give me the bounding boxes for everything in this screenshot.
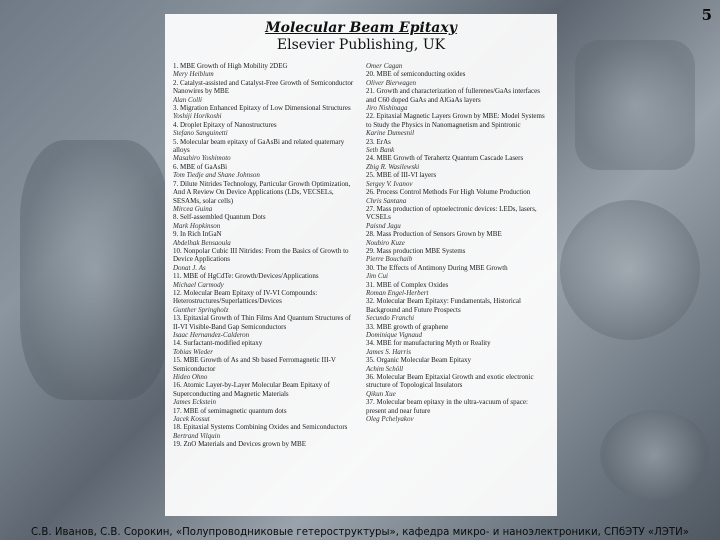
chapter-author: Masahiro Yoshimoto xyxy=(173,154,231,163)
chapter-title: 29. Mass production MBE Systems xyxy=(366,246,466,255)
chapter-author: Alan Colli xyxy=(173,95,202,104)
contents-entry xyxy=(366,247,549,264)
chapter-title: 14. Surfactant-modified epitaxy xyxy=(173,339,263,348)
chapter-title: 16. Atomic Layer-by-Layer Molecular Beam Epitaxy of Superconducting and Magnetic Materials xyxy=(173,381,330,398)
chapter-author: Achim Schöll xyxy=(366,364,404,373)
chapter-title: 26. Process Control Methods For High Volume Production xyxy=(366,188,531,197)
document-page xyxy=(165,14,557,516)
chapter-title: 34. MBE for manufacturing Myth or Reality xyxy=(366,339,491,348)
chapter-title: 31. MBE of Complex Oxides xyxy=(366,280,449,289)
chapter-title: 15. MBE Growth of As and Sb based Ferromagnetic III-V Semiconductor xyxy=(173,356,336,373)
document-title: Molecular Beam Epitaxy xyxy=(265,20,457,36)
contents-entry xyxy=(366,62,549,70)
chapter-author: Dominique Vignaud xyxy=(366,331,423,339)
chapter-author: Qikun Xue xyxy=(366,389,396,398)
contents-columns xyxy=(173,62,549,449)
contents-entry xyxy=(173,314,356,339)
chapter-title: 24. MBE Growth of Terahertz Quantum Cascade Lasers xyxy=(366,154,524,163)
contents-entry xyxy=(173,289,356,314)
slide-footer: С.В. Иванов, С.В. Сорокин, «Полупроводниковые гетероструктуры», кафедра микро- и наноэлектроники, СПбЭТУ «ЛЭТИ» xyxy=(31,527,689,538)
chapter-author: Roman Engel-Herbert xyxy=(366,288,429,297)
contents-entry xyxy=(173,180,356,214)
chapter-title: 20. MBE of semiconducting oxides xyxy=(366,70,466,79)
contents-entry xyxy=(366,264,549,281)
chapter-title: 35. Organic Molecular Beam Epitaxy xyxy=(366,356,472,365)
document-subtitle: Elsevier Publishing, UK xyxy=(276,37,446,53)
contents-entry xyxy=(173,407,356,424)
contents-entry xyxy=(173,79,356,104)
chapter-author: Mery Heiblum xyxy=(173,70,214,79)
chapter-author: Sergey V. Ivanov xyxy=(366,179,413,188)
contents-entry xyxy=(366,281,549,298)
contents-entry xyxy=(366,154,549,171)
chapter-author: Omer Cagan xyxy=(366,62,403,70)
chapter-author: Stefano Sanguinetti xyxy=(173,129,228,138)
background-equipment xyxy=(560,200,700,340)
background-equipment xyxy=(20,140,170,400)
contents-entry xyxy=(366,373,549,398)
contents-entry xyxy=(173,163,356,180)
background-equipment xyxy=(600,410,710,500)
chapter-title: 5. Molecular beam epitaxy of GaAsBi and related quaternary alloys xyxy=(173,137,345,155)
chapter-author: Secundo Franchi xyxy=(366,314,415,323)
chapter-title: 8. Self-assembled Quantum Dots xyxy=(173,213,266,222)
chapter-title: 28. Mass Production of Sensors Grown by MBE xyxy=(366,230,502,239)
chapter-author: Yoshiji Horikoshi xyxy=(173,112,222,121)
contents-entry xyxy=(366,138,549,155)
contents-entry xyxy=(366,112,549,137)
contents-entry xyxy=(173,247,356,272)
chapter-author: Mircea Guina xyxy=(173,204,213,213)
chapter-title: 21. Growth and characterization of fullerenes/GaAs interfaces and C60 doped GaAs and AlGaAs layers xyxy=(366,87,540,104)
contents-entry xyxy=(173,356,356,381)
chapter-author: Tobias Wieder xyxy=(173,347,213,356)
contents-entry xyxy=(366,297,549,322)
chapter-title: 30. The Effects of Antimony During MBE Growth xyxy=(366,263,508,272)
contents-entry xyxy=(366,87,549,112)
chapter-author: Oleg Pchelyakov xyxy=(366,415,414,424)
chapter-author: Michael Carmody xyxy=(173,280,224,289)
chapter-author: Noubiro Kuze xyxy=(366,238,405,247)
chapter-author: Seth Bank xyxy=(366,146,395,155)
chapter-author: James S. Harris xyxy=(366,347,411,356)
chapter-author: Jacek Kossut xyxy=(173,415,210,424)
chapter-title: 33. MBE growth of graphene xyxy=(366,322,449,331)
chapter-title: 4. Droplet Epitaxy of Nanostructures xyxy=(173,120,277,129)
chapter-author: Hideo Ohno xyxy=(173,373,208,382)
slide-number: 5 xyxy=(701,6,712,24)
contents-entry xyxy=(366,205,549,230)
chapter-author: Oliver Bierwagen xyxy=(366,78,416,87)
contents-entry xyxy=(366,70,549,87)
contents-left-column xyxy=(173,62,356,449)
chapter-author: James Eckstein xyxy=(173,398,216,407)
contents-entry xyxy=(366,188,549,205)
contents-entry xyxy=(173,62,356,79)
contents-entry xyxy=(173,121,356,138)
chapter-title: 13. Epitaxial Growth of Thin Films And Quantum Structures of II-VI Visible-Band Gap Semiconductors xyxy=(173,314,351,331)
contents-entry xyxy=(366,323,549,340)
chapter-author: Pierre Bouchaib xyxy=(366,255,413,264)
chapter-author: Abdelhak Bensaoula xyxy=(173,238,231,247)
contents-right-column xyxy=(366,62,549,449)
chapter-author: Paisnd Jagu xyxy=(366,221,401,230)
chapter-author: Jim Cui xyxy=(366,272,388,281)
chapter-title: 17. MBE of semimagnetic quantum dots xyxy=(173,406,287,415)
contents-entry xyxy=(366,171,549,188)
contents-entry xyxy=(366,230,549,247)
contents-entry xyxy=(366,339,549,356)
chapter-title: 10. Nonpolar Cubic III Nitrides: From the Basics of Growth to Device Applications xyxy=(173,246,349,264)
chapter-title: 3. Migration Enhanced Epitaxy of Low Dimensional Structures xyxy=(173,104,351,113)
chapter-title: 1. MBE Growth of High Mobility 2DEG xyxy=(173,62,288,70)
chapter-author: Karine Dumesnil xyxy=(366,129,415,138)
chapter-title: 27. Mass production of optoelectronic devices: LEDs, lasers, VCSELs xyxy=(366,204,537,222)
chapter-title: 11. MBE of HgCdTe: Growth/Devices/Applications xyxy=(173,272,319,281)
chapter-title: 32. Molecular Beam Epitaxy: Fundamentals, Historical Background and Future Prospects xyxy=(366,297,521,314)
chapter-author: Gunther Springholz xyxy=(173,305,229,314)
contents-entry xyxy=(173,104,356,121)
chapter-title: 19. ZnO Materials and Devices grown by MBE xyxy=(173,440,306,449)
chapter-title: 36. Molecular Beam Epitaxial Growth and exotic electronic structure of Topological Insulators xyxy=(366,373,534,390)
chapter-title: 12. Molecular Beam Epitaxy of IV-VI Compounds: Heterostructures/Superlattices/Devices xyxy=(173,288,318,306)
chapter-title: 9. In Rich InGaN xyxy=(173,230,222,239)
chapter-author: Isaac Hernandez-Calderon xyxy=(173,331,250,339)
background-equipment xyxy=(575,40,695,170)
chapter-title: 25. MBE of III-VI layers xyxy=(366,171,437,180)
chapter-title: 37. Molecular beam epitaxy in the ultra-vacuum of space: present and near future xyxy=(366,398,528,415)
contents-entry xyxy=(366,398,549,423)
chapter-author: Bertrand Vilquin xyxy=(173,431,221,440)
chapter-author: Zbig R. Wasilewski xyxy=(366,162,420,171)
contents-entry xyxy=(173,440,356,448)
contents-entry xyxy=(173,230,356,247)
chapter-title: 7. Dilute Nitrides Technology, Particular Growth Optimization, And A Review On Device Applications (LDs, VECSELs, SESAMs, solar cells) xyxy=(173,179,351,205)
chapter-title: 6. MBE of GaAsBi xyxy=(173,162,228,171)
chapter-author: Mark Hopkinson xyxy=(173,221,221,230)
contents-entry xyxy=(173,213,356,230)
contents-entry xyxy=(173,423,356,440)
contents-entry xyxy=(173,381,356,406)
chapter-author: Tom Tiedje and Shane Johnson xyxy=(173,171,260,180)
chapter-author: Jiro Nishinaga xyxy=(366,104,408,113)
chapter-title: 22. Epitaxial Magnetic Layers Grown by MBE: Model Systems to Study the Physics in Nanomagnetism and Spintronic xyxy=(366,112,545,129)
chapter-title: 18. Epitaxial Systems Combining Oxides and Semiconductors xyxy=(173,423,348,432)
contents-entry xyxy=(173,339,356,356)
contents-entry xyxy=(366,356,549,373)
chapter-title: 23. ErAs xyxy=(366,137,391,146)
contents-entry xyxy=(173,272,356,289)
contents-entry xyxy=(173,138,356,163)
chapter-title: 2. Catalyst-assisted and Catalyst-Free Growth of Semiconductor Nanowires by MBE xyxy=(173,78,354,96)
chapter-author: Chris Santana xyxy=(366,196,407,205)
chapter-author: Donat J. As xyxy=(173,263,206,272)
